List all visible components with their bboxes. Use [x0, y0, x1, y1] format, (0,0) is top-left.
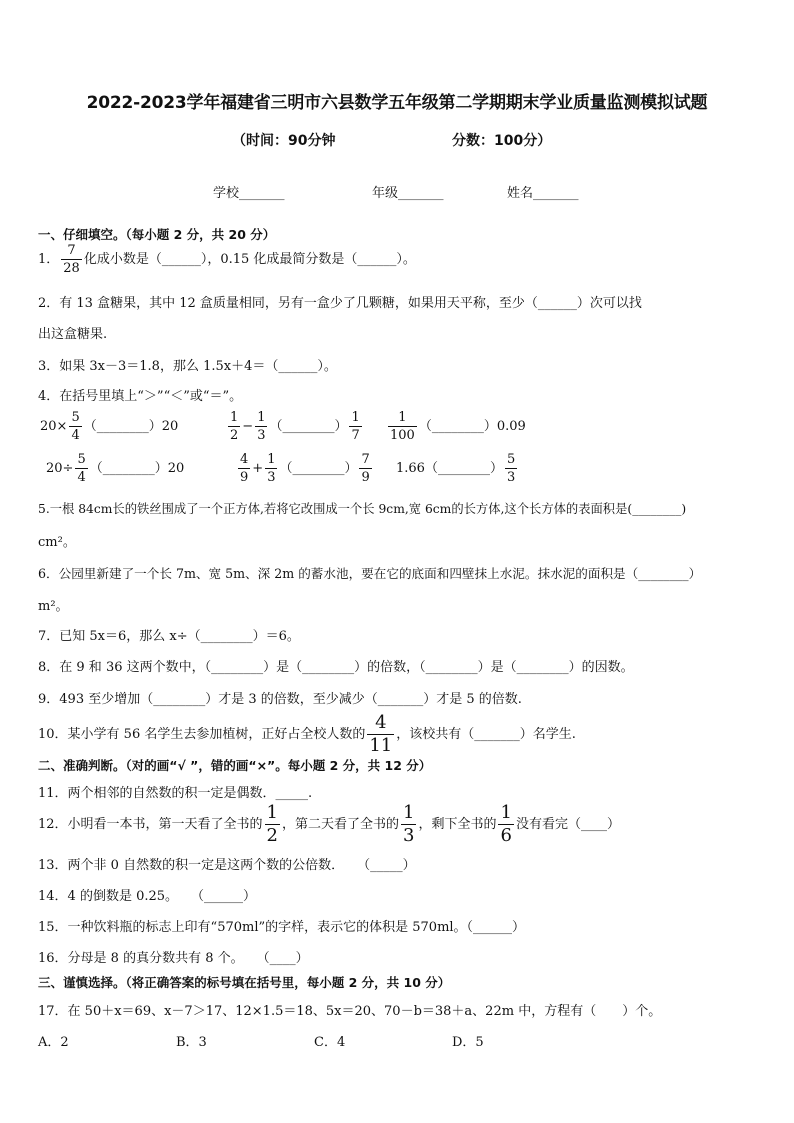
- fraction: $\frac{7}{28}$: [63, 243, 80, 276]
- compare-item-f: 1.66（________） $\frac{5}{3}$: [396, 452, 516, 485]
- question-2-line-2: 出这盒糖果.: [38, 327, 108, 342]
- grade-field: 年级_______: [372, 186, 444, 201]
- question-15: 15．一种饮料瓶的标志上印有“570ml”的字样，表示它的体积是 570ml。（______）: [38, 920, 526, 935]
- exam-time: （时间：90分钟: [232, 133, 336, 149]
- question-17: 17．在 50＋x＝69、x－7＞17、12×1.5＝18、5x＝20、70－b＝38＋a、22m 中，方程有（ ）个。: [38, 1004, 662, 1019]
- question-1: 1． $\frac{7}{28}$ 化成小数是（______），0.15 化成最简分数是（______）。: [38, 243, 416, 276]
- question-16: 16．分母是 8 的真分数共有 8 个。 （____）: [38, 951, 309, 966]
- compare-item-a: 20× $\frac{5}{4}$ （________）20: [40, 410, 179, 443]
- section-3-heading: 三、谨慎选择。（将正确答案的标号填在括号里，每小题 2 分，共 10 分）: [38, 975, 451, 990]
- question-6-line-2: m²。: [38, 599, 69, 614]
- question-11: 11．两个相邻的自然数的积一定是偶数．_____.: [38, 786, 313, 801]
- page-title: 2022-2023学年福建省三明市六县数学五年级第二学期期末学业质量监测模拟试题: [86, 93, 708, 113]
- option-c: C．4: [314, 1035, 346, 1050]
- question-5-line-2: cm²。: [38, 535, 76, 550]
- section-2-heading: 二、准确判断。（对的画“√ ”，错的画“×”。每小题 2 分，共 12 分）: [38, 758, 432, 773]
- question-3: 3．如果 3x－3＝1.8，那么 1.5x＋4＝（______）。: [38, 359, 337, 374]
- compare-item-b: $\frac{1}{2}$ − $\frac{1}{3}$ （________） $\frac{1}{7}$: [230, 410, 360, 443]
- question-8: 8．在 9 和 36 这两个数中，（________）是（________）的倍数，（________）是（________）的因数。: [38, 660, 634, 675]
- question-13: 13．两个非 0 自然数的积一定是这两个数的公倍数． （_____）: [38, 858, 416, 873]
- option-a: A．2: [38, 1035, 69, 1050]
- question-10: 10．某小学有 56 名学生去参加植树，正好占全校人数的 $\frac{4}{11}$ ，该校共有（_______）名学生.: [38, 712, 576, 756]
- option-b: B．3: [176, 1035, 207, 1050]
- section-1-heading: 一、仔细填空。（每小题 2 分，共 20 分）: [38, 227, 276, 242]
- compare-item-d: 20÷ $\frac{5}{4}$ （________）20: [46, 452, 185, 485]
- question-12: 12．小明看一本书，第一天看了全书的 $\frac{1}{2}$ ，第二天看了全书的 $\frac{1}{3}$ ，剩下全书的 $\frac{1}{6}$ 没有看完（____）: [38, 802, 620, 846]
- name-field: 姓名_______: [507, 186, 579, 201]
- exam-score: 分数：100分）: [452, 133, 552, 149]
- question-6-line-1: 6．公园里新建了一个长 7m、宽 5m、深 2m 的蓄水池，要在它的底面和四壁抹上水泥。抹水泥的面积是（________）: [38, 566, 702, 581]
- option-d: D．5: [452, 1035, 484, 1050]
- school-field: 学校_______: [213, 186, 285, 201]
- question-2-line-1: 2．有 13 盒糖果，其中 12 盒质量相同，另有一盒少了几颗糖，如果用天平称，至少（______）次可以找: [38, 296, 642, 311]
- compare-item-c: $\frac{1}{100}$ （________）0.09: [390, 410, 526, 443]
- question-14: 14．4 的倒数是 0.25。 （______）: [38, 889, 257, 904]
- question-9: 9．493 至少增加（________）才是 3 的倍数，至少减少（_______）才是 5 的倍数.: [38, 692, 522, 707]
- compare-item-e: $\frac{4}{9}$ + $\frac{1}{3}$ （________） $\frac{7}{9}$: [240, 452, 370, 485]
- question-5-line-1: 5.一根 84cm长的铁丝围成了一个正方体,若将它改围成一个长 9cm,宽 6cm的长方体,这个长方体的表面积是(________): [38, 502, 687, 516]
- question-4: 4．在括号里填上“＞”“＜”或“＝”。: [38, 389, 243, 404]
- question-7: 7．已知 5x＝6，那么 x÷（________）＝6。: [38, 629, 300, 644]
